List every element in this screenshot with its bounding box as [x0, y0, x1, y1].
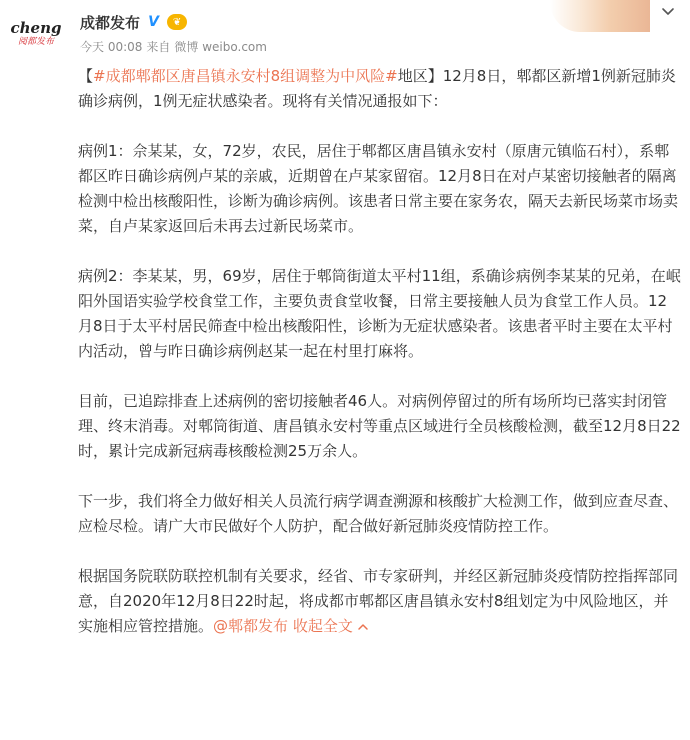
- post-meta: [80, 38, 267, 55]
- author-name[interactable]: 成都发布: [80, 13, 141, 32]
- post-source[interactable]: 微博 weibo.com: [174, 40, 267, 54]
- mention-link[interactable]: @郫都发布: [213, 617, 289, 635]
- member-icon[interactable]: ❦: [167, 14, 187, 30]
- avatar-logo-subtext: 阅都发布: [17, 37, 54, 47]
- paragraph-next-step: 下一步，我们将全力做好相关人员流行病学调查溯源和核酸扩大检测工作，做到应查尽查、应检尽检。请广大市民做好个人防护，配合做好新冠肺炎疫情防控工作。: [78, 492, 679, 535]
- paragraph-case-1: 病例1：佘某某，女，72岁，农民，居住于郫都区唐昌镇永安村（原唐元镇临石村），系郫都区昨日确诊病例卢某的亲戚，近期曾在卢某家留宿。12月8日在对卢某密切接触者的隔离检测中检出核酸阳性，诊断为确诊病例。该患者日常主要在家务农，隔天去新民场菜市场卖菜，自卢某家返回后未再去过新民场菜市。: [78, 142, 679, 235]
- collapse-full-text-link[interactable]: [293, 617, 369, 635]
- verified-icon: V: [146, 15, 161, 30]
- avatar-logo-text: cheng: [10, 19, 62, 37]
- topic-hashtag-link[interactable]: #成都郫都区唐昌镇永安村8组调整为中风险#: [93, 67, 398, 85]
- risk-level-text: 根据国务院联防联控机制有关要求，经省、市专家研判，并经区新冠肺炎疫情防控指挥部同意，自2020年12月8日22时起，将成都市郫都区唐昌镇永安村8组划定为中风险地区，并实施相应管控措施。: [78, 567, 679, 635]
- avatar[interactable]: [4, 14, 68, 54]
- bracket-open: 【: [78, 67, 94, 85]
- source-prefix: 来自: [146, 40, 171, 54]
- paragraph-risk-level: [78, 564, 682, 639]
- intro-text: 地区】12月8日，郫都区新增1例新冠肺炎确诊病例，1例无症状感染者。现将有关情况通报如下：: [78, 67, 676, 110]
- paragraph-case-2: 病例2：李某某，男，69岁，居住于郫筒街道太平村11组，系确诊病例李某某的兄弟，在岷阳外国语实验学校食堂工作，主要负责食堂收餐，日常主要接触人员为食堂工作人员。12月8日于太平村居民筛查中检出核酸阳性，诊断为无症状感染者。该患者平时主要在太平村内活动，曾与昨日确诊病例赵某一起在村里打麻将。: [78, 267, 681, 360]
- author-row: [80, 10, 187, 34]
- chevron-down-icon[interactable]: [660, 4, 676, 20]
- header-decoration: [550, 0, 650, 32]
- post-time[interactable]: 今天 00:08: [80, 40, 143, 54]
- chevron-up-icon: [357, 622, 369, 632]
- collapse-label: 收起全文: [292, 617, 353, 635]
- paragraph-tracing: 目前，已追踪排查上述病例的密切接触者46人。对病例停留过的所有场所均已落实封闭管理、终末消毒。对郫筒街道、唐昌镇永安村等重点区域进行全员核酸检测，截至12月8日22时，累计完成新冠病毒核酸检测25万余人。: [78, 392, 681, 460]
- paragraph-intro: [78, 64, 682, 114]
- post-content: [78, 64, 682, 639]
